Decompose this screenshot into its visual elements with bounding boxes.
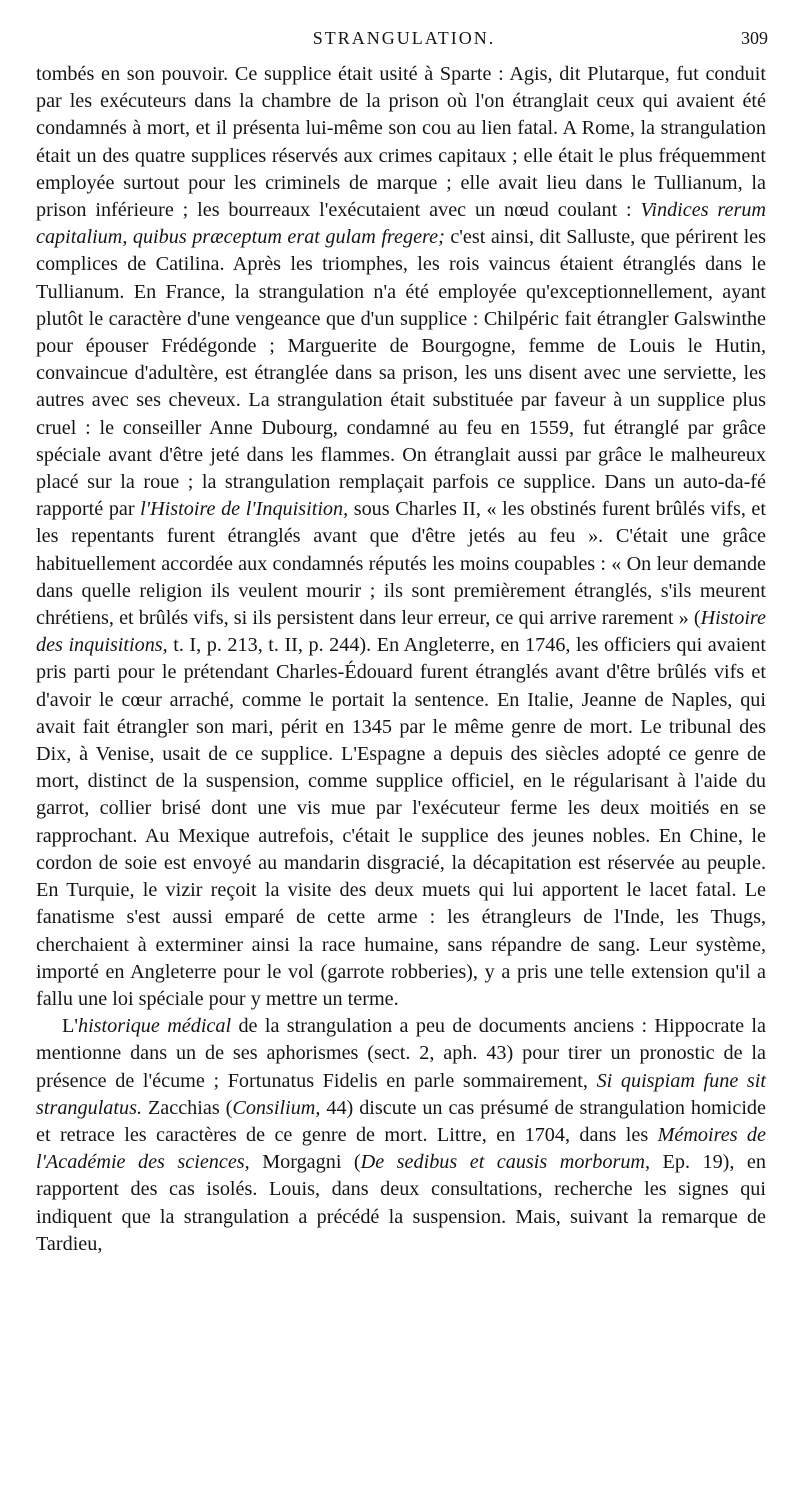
text-run: t. I, p. 213, t. II, p. 244). En Angleterre, en 1746, les officiers qui avaient pris parti pour le prétendant Charles-Édouard furent étranglés avant d'être brûlés vifs et d'avoir le cœur arraché, comme le portait la sentence. En Italie, Jeanne de Naples, qui avait fait étrangler son mari, périt en 1345 par le même genre de mort. Le tribunal des Dix, à Venise, usait de ce supplice. L'Espagne a depuis des siècles adopté ce genre de mort, distinct de la suspension, comme supplice officiel, en le régularisant à l'aide du garrot, collier brisé dont une vis mue par l'exécuteur ferme les deux moitiés en se rapprochant. Au Mexique autrefois, c'était le supplice des jeunes nobles. En Chine, le cordon de soie est envoyé au mandarin disgracié, la décapitation est réservée au peuple. En Turquie, le vizir reçoit la visite des deux muets qui lui apportent le lacet fatal. Le fanatisme s'est aussi emparé de cette arme : les étrangleurs de l'Inde, les Thugs, cherchaient à exterminer ainsi la race humaine, sans répandre de sang. Leur système, importé en Angleterre pour le vol (garrote robberies), y a pris une telle extension qu'il a fallu une loi spéciale pour y mettre un terme. <box>36 634 766 1010</box>
text-run: tombés en son pouvoir. Ce supplice était usité à Sparte : Agis, dit Plutarque, fut conduit par les exécuteurs dans la chambre de la prison où l'on étranglait ceux qui avaient été condamnés à mort, et il présenta lui-même son cou au lien fatal. A Rome, la strangulation était un des quatre supplices réservés aux crimes capitaux ; elle était le plus fréquemment employée surtout pour les criminels de marque ; elle avait lieu dans le Tullianum, la prison inférieure ; les bourreaux l'exécutaient avec un nœud coulant : <box>36 63 766 222</box>
running-title: STRANGULATION. <box>312 28 496 48</box>
italic-book-title: Mémoires de l'Académie des sciences, <box>36 1123 766 1174</box>
italic-latin-quote: Si quispiam fune sit strangulatus. <box>36 1069 766 1119</box>
text-run: Zacchias ( <box>142 1096 233 1119</box>
paragraph-2 <box>36 1013 766 1258</box>
text-run: Ep. 19), en rapportent des cas isolés. Louis, dans deux consultations, recherche les signes qui indiquent que la strangulation a précédé la suspension. Mais, suivant la remarque de Tardieu, <box>36 1151 766 1255</box>
italic-book-title: Histoire des inquisitions, <box>36 607 766 657</box>
page-number: 309 <box>741 28 768 48</box>
text-run: L' <box>62 1015 78 1038</box>
text-run: sous Charles II, « les obstinés furent brûlés vifs, et les repentants furent étranglés avant que d'être jetés au feu ». C'était une grâce habituellement accordée aux condamnés réputés les moins coupables : « On leur demande dans quelle religion ils veulent mourir ; ils sont premièrement étranglés, s'ils meurent chrétiens, et brûlés vifs, si ils persistent dans leur erreur, ce qui arrive rarement » ( <box>36 498 767 630</box>
italic-book-title: l'Histoire de l'Inquisition, <box>140 498 349 521</box>
italic-latin-quote: Vindices rerum capitalium, quibus præceptum erat gulam fregere; <box>36 199 767 249</box>
italic-book-title: Consilium, <box>232 1096 321 1119</box>
paragraph-1 <box>36 61 766 1013</box>
running-header <box>36 28 772 56</box>
text-run: de la strangulation a peu de documents anciens : Hippocrate la mentionne dans un de ses aphorismes (sect. 2, aph. 43) pour tirer un pronostic de la présence de l'écume ; Fortunatus Fidelis en parle sommairement, <box>36 1015 767 1092</box>
text-run: c'est ainsi, dit Salluste, que périrent les complices de Catilina. Après les triomphes, les rois vaincus étaient étranglés dans le Tullianum. En France, la strangulation n'a été employée qu'exceptionnellement, ayant plutôt le caractère d'une vengeance que d'un supplice : Chilpéric fait étrangler Galswinthe pour épouser Frédégonde ; Marguerite de Bourgogne, femme de Louis le Hutin, convaincue d'adultère, est étranglée dans sa prison, les uns disent avec une serviette, les autres avec ses cheveux. La strangulation était substituée par faveur à un supplice plus cruel : le conseiller Anne Dubourg, condamné au feu en 1559, fut étranglé par grâce spéciale avant d'être jeté dans les flammes. On étranglait aussi par grâce le malheureux placé sur la roue ; la strangulation remplaçait parfois ce supplice. Dans un auto-da-fé rapporté par <box>36 226 767 521</box>
text-run: 44) discute un cas présumé de strangulation homicide et retrace les caractères de ce genre de mort. Littre, en 1704, dans les <box>36 1096 766 1146</box>
italic-book-title: De sedibus et causis morborum, <box>360 1151 651 1174</box>
text-run: Morgagni ( <box>249 1151 361 1174</box>
italic-phrase: historique médical <box>77 1015 232 1038</box>
body-text <box>36 61 766 1258</box>
